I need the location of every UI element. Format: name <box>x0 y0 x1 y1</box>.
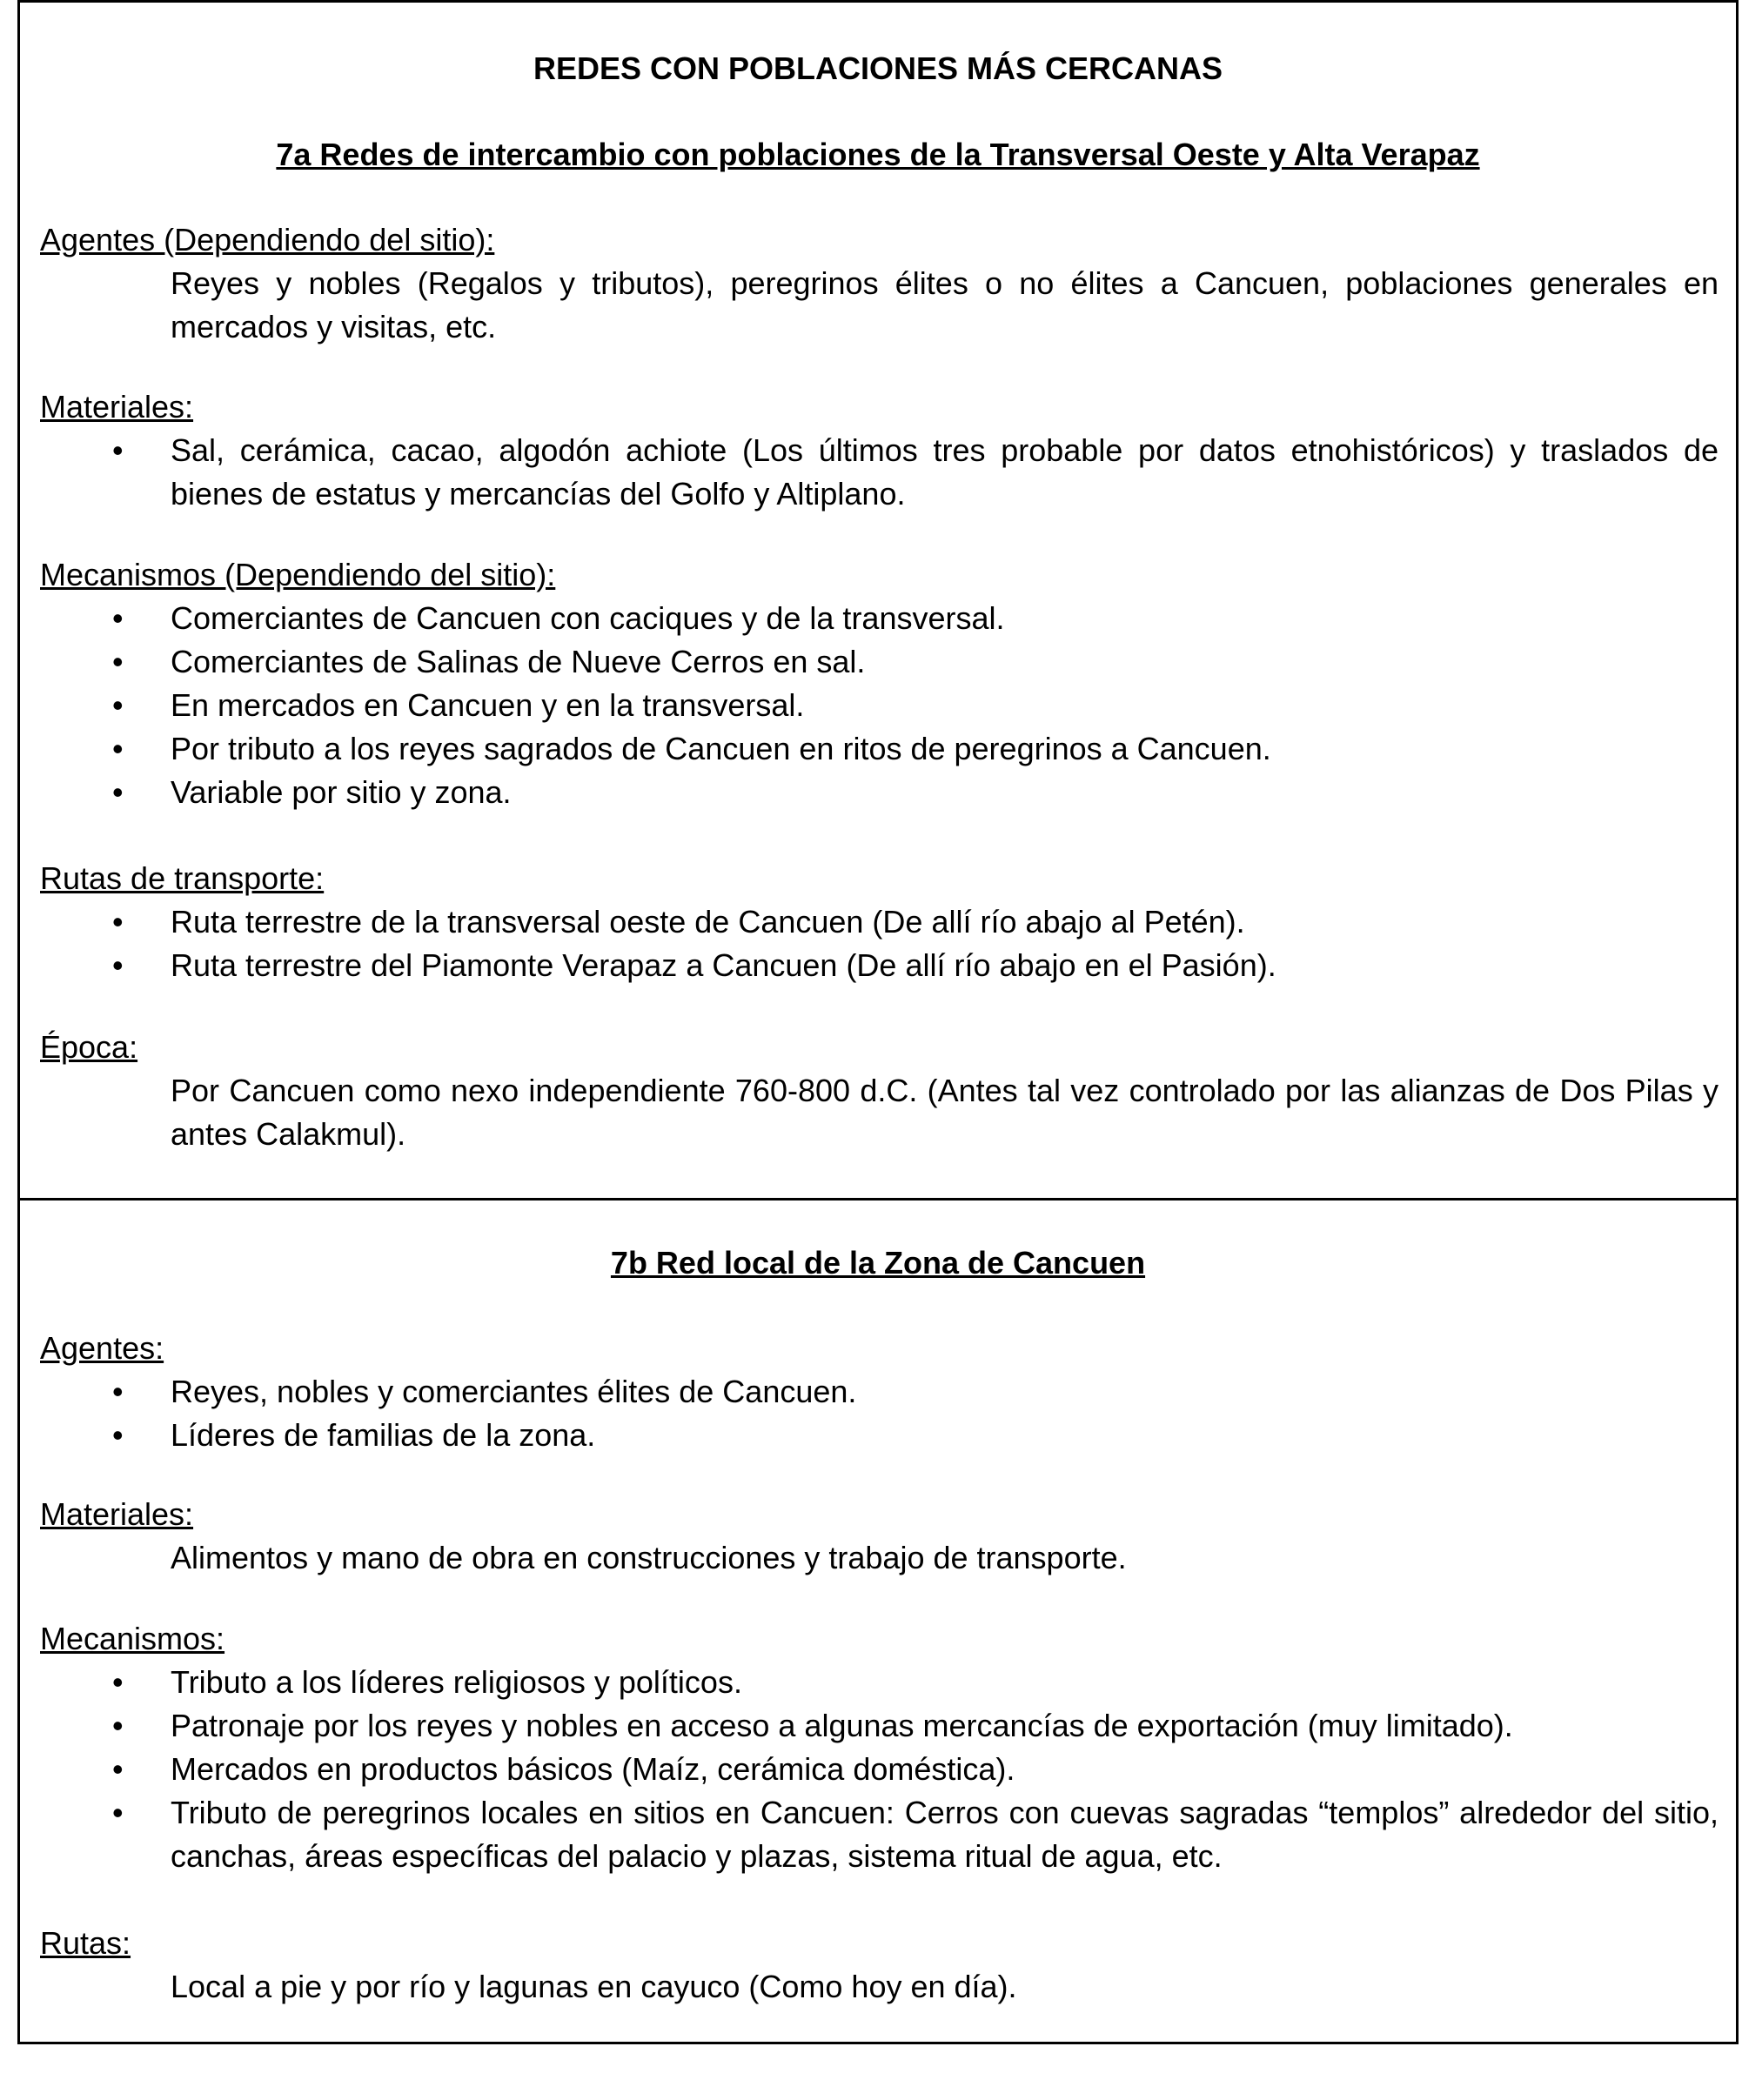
document-title: REDES CON POBLACIONES MÁS CERCANAS <box>533 50 1223 86</box>
materiales-text: Alimentos y mano de obra en construcciones y trabajo de transporte. <box>171 1540 1127 1575</box>
bullet-icon: • <box>112 904 124 940</box>
list-item: • Sal, cerámica, cacao, algodón achiote (Los últimos tres probable por datos etnohistóricos) y traslados de bienes de estatus y mercancías del Golfo y Altiplano. <box>40 429 1719 516</box>
mecanismos-label: Mecanismos (Dependiendo del sitio): <box>40 557 556 592</box>
section-7a-heading: 7a Redes de intercambio con poblaciones de la Transversal Oeste y Alta Verapaz <box>276 137 1480 172</box>
bullet-icon: • <box>112 1751 124 1787</box>
bullet-icon: • <box>112 1664 124 1700</box>
bullet-icon: • <box>112 1708 124 1743</box>
epoca-text: Por Cancuen como nexo independiente 760-800 d.C. (Antes tal vez controlado por las alianzas de Dos Pilas y antes Calakmul). <box>171 1073 1719 1152</box>
bullet-icon: • <box>112 1795 124 1830</box>
mecanismos-list <box>40 1661 1719 1878</box>
bullet-icon: • <box>112 1417 124 1453</box>
list-item: • Patronaje por los reyes y nobles en acceso a algunas mercancías de exportación (muy limitado). <box>40 1704 1719 1748</box>
materiales-block <box>40 385 1719 516</box>
agentes-block <box>40 218 1719 349</box>
bullet-icon: • <box>112 1374 124 1409</box>
epoca-label: Época: <box>40 1029 138 1065</box>
agentes-list <box>40 1370 1719 1457</box>
agentes-block <box>40 1327 1719 1457</box>
mecanismos-block <box>40 1617 1719 1878</box>
bullet-icon: • <box>112 947 124 983</box>
list-item: • Líderes de familias de la zona. <box>40 1414 1719 1457</box>
epoca-block <box>40 1026 1719 1156</box>
rutas-label: Rutas de transporte: <box>40 860 325 896</box>
agentes-label: Agentes: <box>40 1330 164 1366</box>
bullet-icon: • <box>112 644 124 679</box>
rutas-block <box>40 857 1719 987</box>
list-item: • Comerciantes de Salinas de Nueve Cerros en sal. <box>40 640 1719 684</box>
materiales-list <box>40 429 1719 516</box>
list-item: • Mercados en productos básicos (Maíz, cerámica doméstica). <box>40 1748 1719 1791</box>
list-item: • Por tributo a los reyes sagrados de Cancuen en ritos de peregrinos a Cancuen. <box>40 727 1719 771</box>
materiales-label: Materiales: <box>40 389 194 425</box>
list-item: • Ruta terrestre de la transversal oeste de Cancuen (De allí río abajo al Petén). <box>40 900 1719 944</box>
rutas-block <box>40 1922 1719 2009</box>
materiales-label: Materiales: <box>40 1496 194 1532</box>
rutas-label: Rutas: <box>40 1925 131 1961</box>
list-item: • Comerciantes de Cancuen con caciques y de la transversal. <box>40 597 1719 640</box>
mecanismos-label: Mecanismos: <box>40 1621 225 1656</box>
list-item: • Tributo de peregrinos locales en sitios en Cancuen: Cerros con cuevas sagradas “templos” alrededor del sitio, canchas, áreas específicas del palacio y plazas, sistema ritual de agua, etc. <box>40 1791 1719 1878</box>
bullet-icon: • <box>112 687 124 723</box>
list-item: • Variable por sitio y zona. <box>40 771 1719 814</box>
rutas-list <box>40 900 1719 987</box>
section-7a <box>20 3 1736 1198</box>
section-7b <box>20 1198 1736 2044</box>
list-item: • Tributo a los líderes religiosos y políticos. <box>40 1661 1719 1704</box>
bullet-icon: • <box>112 432 124 468</box>
agentes-text: Reyes y nobles (Regalos y tributos), peregrinos élites o no élites a Cancuen, poblaciones generales en mercados y visitas, etc. <box>171 265 1719 344</box>
bullet-icon: • <box>112 774 124 810</box>
list-item: • Ruta terrestre del Piamonte Verapaz a Cancuen (De allí río abajo en el Pasión). <box>40 944 1719 987</box>
rutas-text: Local a pie y por río y lagunas en cayuco (Como hoy en día). <box>171 1969 1017 2004</box>
table-frame <box>17 0 1739 2044</box>
list-item: • En mercados en Cancuen y en la transversal. <box>40 684 1719 727</box>
agentes-label: Agentes (Dependiendo del sitio): <box>40 222 495 257</box>
mecanismos-block <box>40 553 1719 814</box>
mecanismos-list <box>40 597 1719 814</box>
list-item: • Reyes, nobles y comerciantes élites de Cancuen. <box>40 1370 1719 1414</box>
bullet-icon: • <box>112 600 124 636</box>
bullet-icon: • <box>112 731 124 766</box>
section-7b-heading: 7b Red local de la Zona de Cancuen <box>610 1245 1146 1281</box>
materiales-block <box>40 1493 1719 1580</box>
